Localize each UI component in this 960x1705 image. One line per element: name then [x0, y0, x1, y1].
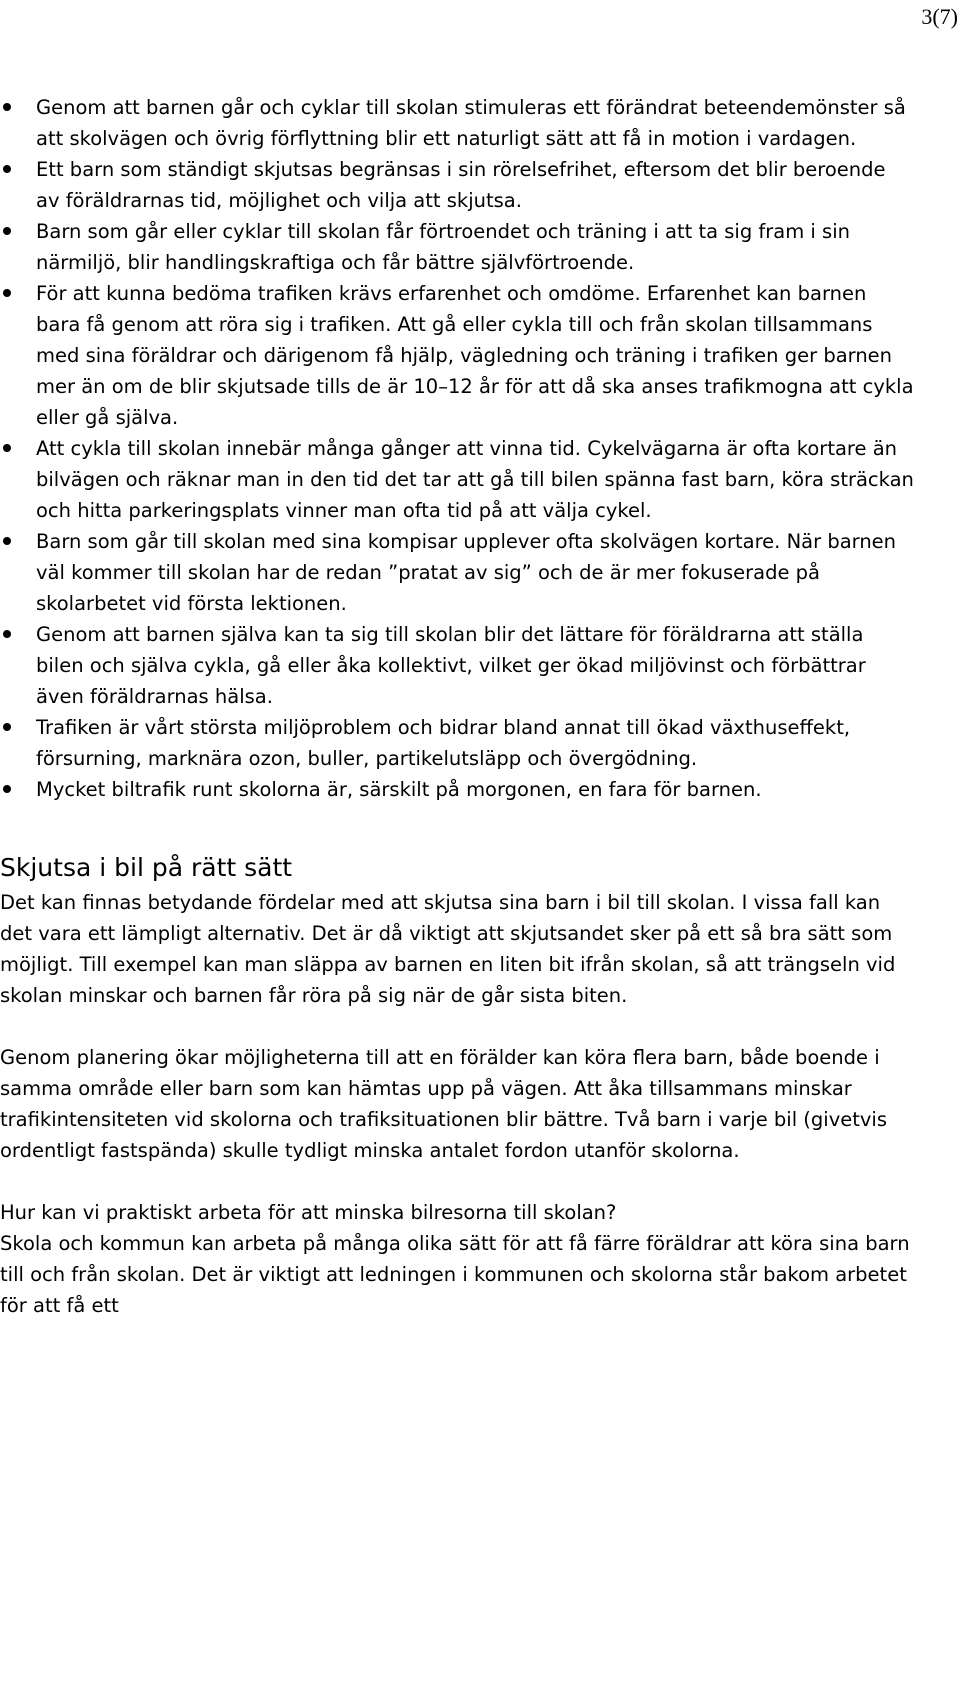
list-item-text: Ett barn som ständigt skjutsas begränsas i sin rörelsefrihet, eftersom det blir beroende av föräldrarnas tid, möjlighet och vilja att skjutsa.: [36, 158, 886, 212]
list-item: [0, 526, 915, 619]
bullet-icon: [3, 537, 11, 545]
page-number: 3(7): [921, 4, 958, 29]
section-heading: Skjutsa i bil på rätt sätt: [0, 853, 293, 882]
document-body: [0, 92, 915, 1321]
list-item-text: Genom att barnen själva kan ta sig till skolan blir det lättare för föräldrarna att ställa bilen och själva cykla, gå eller åka kollektivt, vilket ger ökad miljövinst och förbättrar även föräldrarnas hälsa.: [36, 623, 866, 708]
bullet-icon: [3, 289, 11, 297]
question-line: Hur kan vi praktiskt arbeta för att minska bilresorna till skolan?: [0, 1201, 617, 1224]
bullet-icon: [3, 227, 11, 235]
list-item-text: För att kunna bedöma trafiken krävs erfarenhet och omdöme. Erfarenhet kan barnen bara få genom att röra sig i trafiken. Att gå eller cykla till och från skolan tillsammans med sina föräldrar och därigenom få hjälp, vägledning och träning i trafiken ger barnen mer än om de blir skjutsade tills de är 10–12 år för att då ska anses trafikmogna att cykla eller gå själva.: [36, 282, 914, 429]
paragraph: Skola och kommun kan arbeta på många olika sätt för att få färre föräldrar att köra sina barn till och från skolan. Det är viktigt att ledningen i kommunen och skolorna står bakom arbetet för att få ett: [0, 1232, 910, 1317]
bullet-icon: [3, 444, 11, 452]
bullet-icon: [3, 723, 11, 731]
list-item-text: Mycket biltrafik runt skolorna är, särskilt på morgonen, en fara för barnen.: [36, 778, 762, 801]
benefits-list: [0, 92, 915, 805]
bullet-icon: [3, 103, 11, 111]
list-item: [0, 619, 915, 712]
list-item: [0, 154, 915, 216]
list-item: [0, 712, 915, 774]
bullet-icon: [3, 165, 11, 173]
list-item: [0, 433, 915, 526]
paragraph: Det kan finnas betydande fördelar med att skjutsa sina barn i bil till skolan. I vissa fall kan det vara ett lämpligt alternativ. Det är då viktigt att skjutsandet sker på ett så bra sätt som möjligt. Till exempel kan man släppa av barnen en liten bit ifrån skolan, så att trängseln vid skolan minskar och barnen får röra på sig när de går sista biten.: [0, 891, 896, 1007]
list-item-text: Genom att barnen går och cyklar till skolan stimuleras ett förändrat beteendemönster så att skolvägen och övrig förflyttning blir ett naturligt sätt att få in motion i vardagen.: [36, 96, 906, 150]
list-item: [0, 216, 915, 278]
list-item: [0, 278, 915, 433]
paragraph: Genom planering ökar möjligheterna till att en förälder kan köra flera barn, både boende i samma område eller barn som kan hämtas upp på vägen. Att åka tillsammans minskar trafikintensiteten vid skolorna och trafiksituationen blir bättre. Två barn i varje bil (givetvis ordentligt fastspända) skulle tydligt minska antalet fordon utanför skolorna.: [0, 1046, 888, 1162]
bullet-icon: [3, 630, 11, 638]
list-item: [0, 774, 915, 805]
list-item: [0, 92, 915, 154]
list-item-text: Trafiken är vårt största miljöproblem och bidrar bland annat till ökad växthuseffekt, försurning, marknära ozon, buller, partikelutsläpp och övergödning.: [36, 716, 851, 770]
bullet-icon: [3, 785, 11, 793]
list-item-text: Att cykla till skolan innebär många gånger att vinna tid. Cykelvägarna är ofta kortare än bilvägen och räknar man in den tid det tar att gå till bilen spänna fast barn, köra sträckan och hitta parkeringsplats vinner man ofta tid på att välja cykel.: [36, 437, 914, 522]
list-item-text: Barn som går eller cyklar till skolan får förtroendet och träning i att ta sig fram i sin närmiljö, blir handlingskraftiga och får bättre självförtroende.: [36, 220, 850, 274]
list-item-text: Barn som går till skolan med sina kompisar upplever ofta skolvägen kortare. När barnen väl kommer till skolan har de redan ”pratat av sig” och de är mer fokuserade på skolarbetet vid första lektionen.: [36, 530, 897, 615]
